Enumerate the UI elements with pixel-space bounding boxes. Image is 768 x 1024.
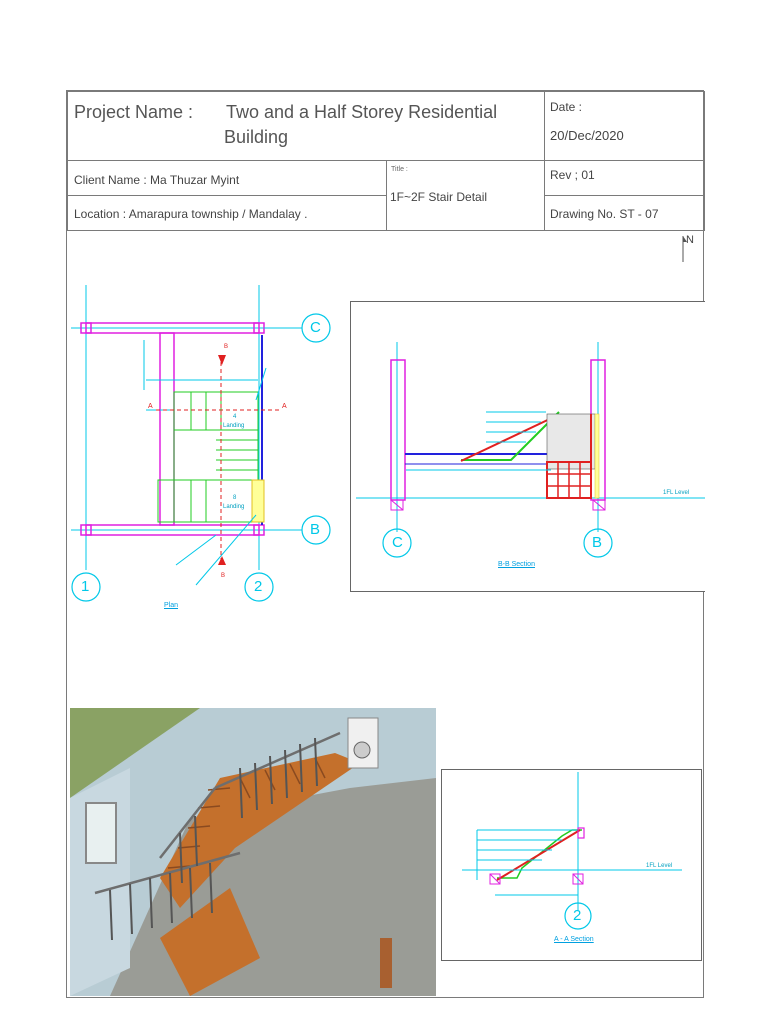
stair-3d-render bbox=[70, 708, 436, 996]
landing-bottom-label: Landing bbox=[223, 504, 245, 510]
drawing-no: Drawing No. ST - 07 bbox=[550, 207, 659, 221]
grid-2-label: 2 bbox=[254, 578, 263, 595]
grid-1-label: 1 bbox=[81, 578, 90, 595]
step-top-label: 4 bbox=[233, 414, 237, 420]
section-a-left: A bbox=[148, 403, 153, 410]
project-line1: Two and a Half Storey Residential bbox=[226, 102, 498, 122]
landing-top-label: Landing bbox=[223, 423, 245, 429]
location-cell bbox=[67, 195, 387, 231]
drawing-no-cell bbox=[544, 195, 705, 231]
project-line2: Building bbox=[224, 127, 289, 147]
client-cell bbox=[67, 160, 387, 196]
stair-plan bbox=[66, 280, 346, 620]
aa-level-label: 1FL Level bbox=[646, 863, 673, 869]
location: Location : Amarapura township / Mandalay . bbox=[74, 207, 308, 221]
bb-grid-b: B bbox=[592, 534, 603, 551]
aa-caption: A - A Section bbox=[554, 936, 594, 943]
date-label: Date : bbox=[550, 100, 583, 114]
bb-caption: B-B Section bbox=[498, 561, 535, 568]
section-a-right: A bbox=[282, 403, 287, 410]
north-label: N bbox=[686, 234, 694, 246]
step-bottom-label: 8 bbox=[233, 495, 237, 501]
aa-grid-2: 2 bbox=[573, 907, 582, 924]
date-value: 20/Dec/2020 bbox=[550, 128, 624, 143]
client-name: Client Name : Ma Thuzar Myint bbox=[74, 173, 240, 187]
project-name-cell bbox=[67, 91, 545, 161]
section-b-top: B bbox=[224, 344, 229, 350]
rev-value: Rev ; 01 bbox=[550, 168, 595, 182]
grid-b-label: B bbox=[310, 521, 321, 538]
plan-caption: Plan bbox=[164, 602, 179, 609]
title-label: Title : bbox=[391, 166, 408, 173]
date-cell bbox=[544, 91, 705, 161]
section-b-bottom: B bbox=[221, 573, 226, 579]
rev-cell bbox=[544, 160, 705, 196]
grid-c-label: C bbox=[310, 319, 321, 336]
project-label: Project Name : bbox=[74, 102, 194, 122]
bb-section-panel bbox=[350, 301, 705, 592]
title-value: 1F~2F Stair Detail bbox=[390, 190, 488, 204]
north-arrow-icon bbox=[680, 234, 700, 264]
bb-grid-c: C bbox=[392, 534, 403, 551]
title-cell bbox=[386, 160, 545, 231]
aa-section-panel bbox=[441, 769, 702, 961]
bb-level-label: 1FL Level bbox=[663, 490, 690, 496]
